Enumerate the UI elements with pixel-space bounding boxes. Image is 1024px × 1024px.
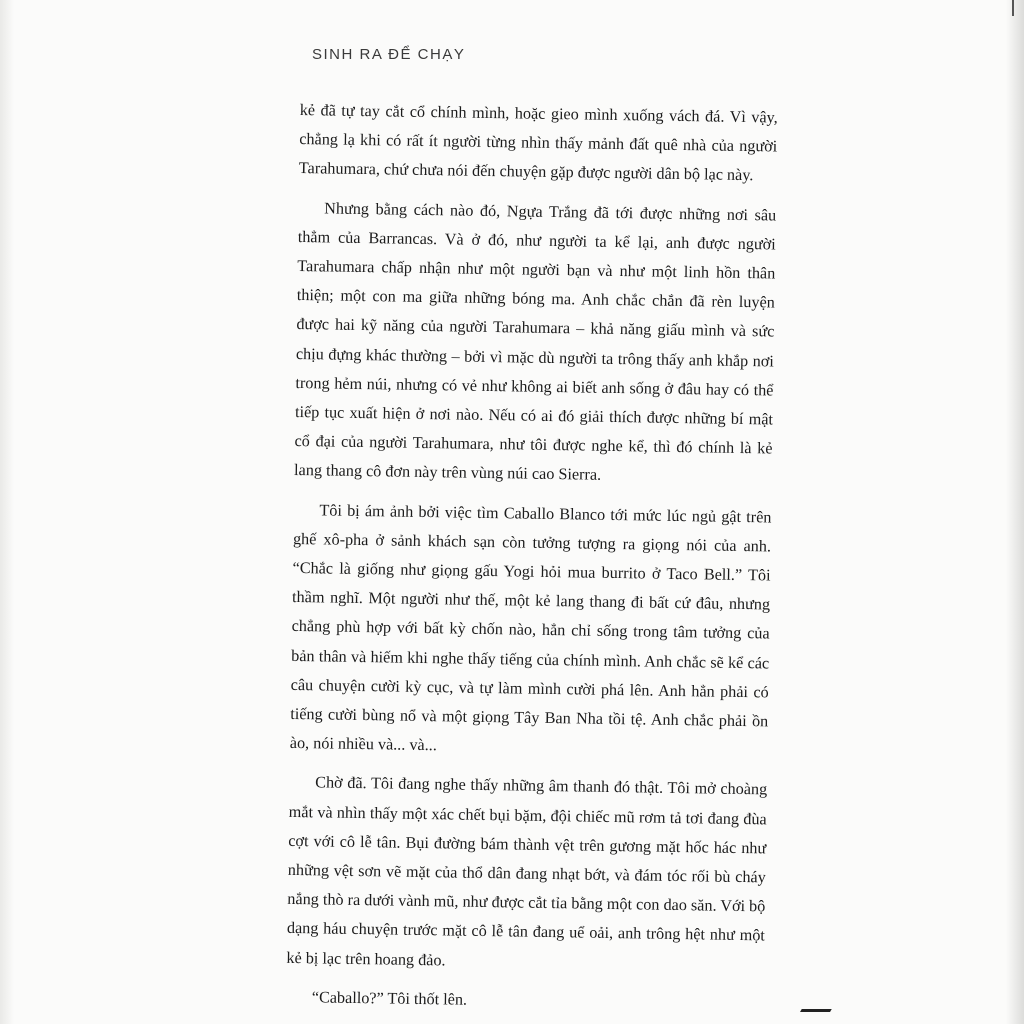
paragraph: Chờ đã. Tôi đang nghe thấy những âm thanh đó thật. Tôi mở choàng mắt và nhìn thấy một xác chết bụi bặm, đội chiếc mũ rơm tả tơi đang đùa cợt với cô lễ tân. Bụi đường bám thành vệt trên gương mặt hốc hác như những vệt sơn vẽ mặt của thổ dân đang nhạt bớt, và đám tóc rối bù cháy nắng thò ra dưới vành mũ, như được cắt tỉa bằng một con dao săn. Với bộ dạng háu chuyện trước mặt cô lễ tân đang uể oải, anh trông hệt như một kẻ bị lạc trên hoang đảo. [286, 773, 768, 970]
paragraph: “Caballo?” Tôi thốt lên. [311, 988, 468, 1009]
body-text [285, 96, 777, 1024]
bottom-mark [794, 1009, 832, 1022]
paragraph: Tôi bị ám ảnh bởi việc tìm Caballo Blanco tới mức lúc ngủ gật trên ghế xô-pha ở sảnh khách sạn còn tưởng tượng ra giọng nói của anh. “Chắc là giống như giọng gấu Yogi hỏi mua burrito ở Taco Bell.” Tôi thầm nghĩ. Một người như thế, một kẻ lang thang đi bất cứ đâu, nhưng chẳng phù hợp với bất kỳ chốn nào, hẳn chỉ sống trong tâm tưởng của bản thân và hiếm khi nghe thấy tiếng của chính mình. Anh chắc sẽ kể các câu chuyện cười kỳ cục, và tự làm mình cười phá lên. Anh hẳn phải có tiếng cười bùng nổ và một giọng Tây Ban Nha tồi tệ. Anh chắc phải ồn ào, nói nhiều và... và... [289, 500, 772, 755]
page-gutter-shadow [0, 0, 14, 1024]
running-head: SINH RA ĐỂ CHẠY [312, 46, 466, 63]
corner-mark [1012, 0, 1014, 16]
page-edge-shadow [1006, 0, 1024, 1024]
paragraph: kẻ đã tự tay cắt cổ chính mình, hoặc gieo mình xuống vách đá. Vì vậy, chẳng lạ khi có rất ít người từng nhìn thấy mảnh đất quê nhà của người Tarahumara, chứ chưa nói đến chuyện gặp được người dân bộ lạc này. [298, 100, 778, 185]
paragraph: Nhưng bằng cách nào đó, Ngựa Trắng đã tới được những nơi sâu thẳm của Barrancas. Và ở đó, như người ta kể lại, anh được người Tarahumara chấp nhận như một người bạn và như một linh hồn thân thiện; một con ma giữa những bóng ma. Anh chắc chắn đã rèn luyện được hai kỹ năng của người Tarahumara – khả năng giấu mình và sức chịu đựng khác thường – bởi vì mặc dù người ta trông thấy anh khắp nơi trong hẻm núi, nhưng có vẻ như không ai biết anh sống ở đâu hay có thể tiếp tục xuất hiện ở nơi nào. Nếu có ai đó giải thích được những bí mật cổ đại của người Tarahumara, như tôi được nghe kể, thì đó chính là kẻ lang thang cô đơn này trên vùng núi cao Sierra. [293, 199, 777, 485]
